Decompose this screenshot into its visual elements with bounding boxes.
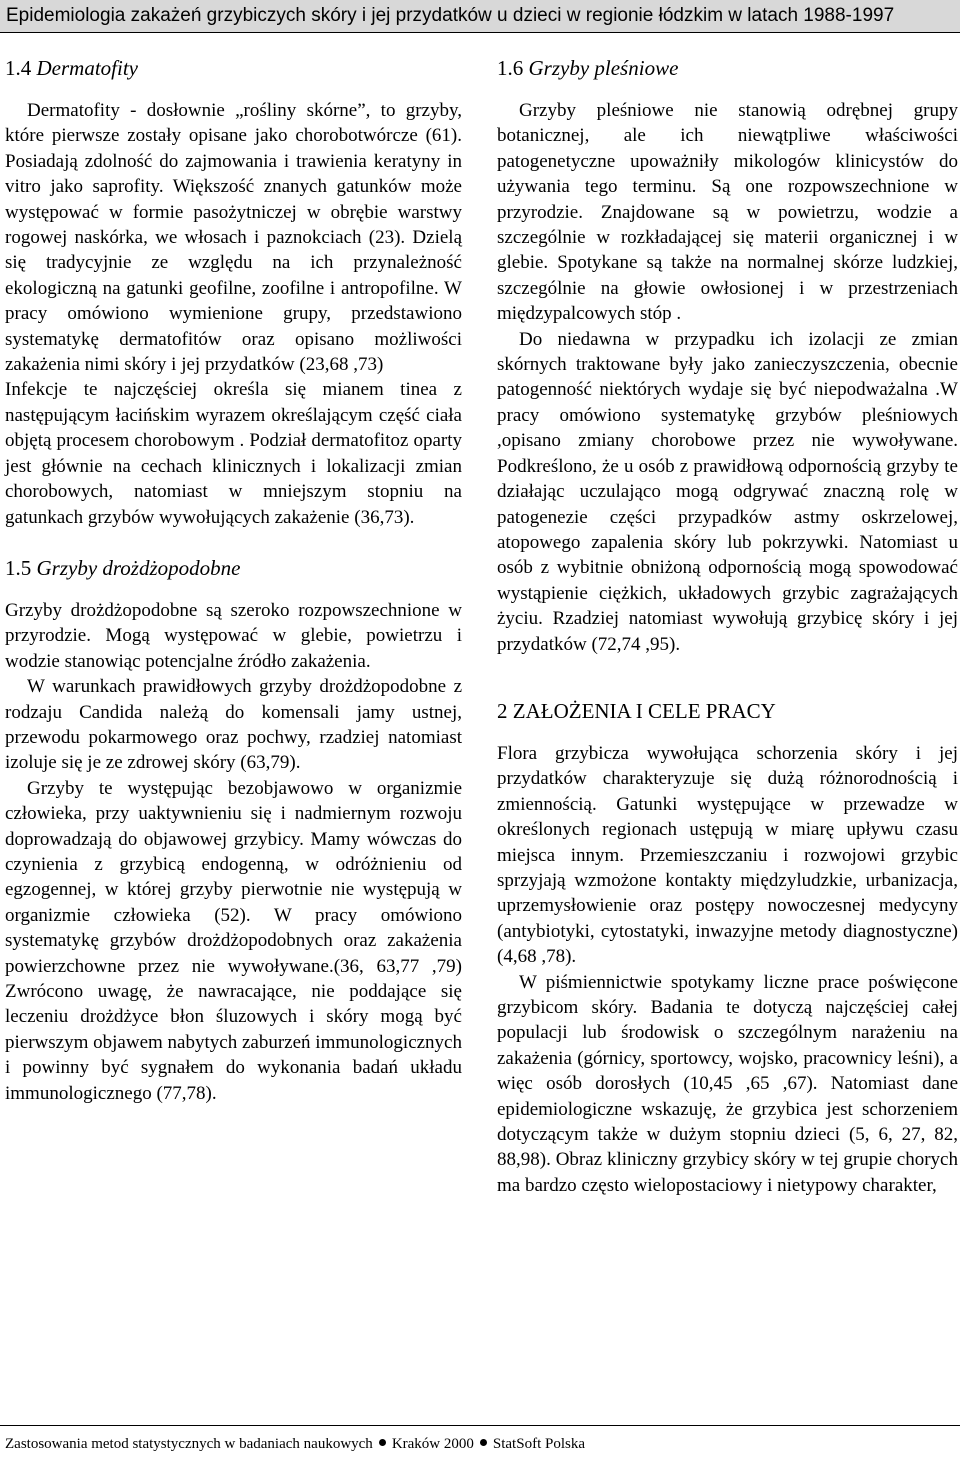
section-title: Dermatofity <box>36 56 138 80</box>
paragraph: Dermatofity - dosłownie „rośliny skórne”, to grzyby, które pierwsze zostały opisane jako chorobotwórcze (61). Posiadają zdolność do zajmowania i trawienia keratyny in vitro jako saprofity. Większość znanych gatunków może występować w formie pasożytniczej w obrębie warstwy rogowej naskórka, we włosach i paznokciach (23). Dzielą się tradycyjnie ze względu na ich przynależność ekologiczną na gatunki geofilne, zoofilne i antropofilne. W pracy omówiono wymienione grupy, przedstawiono systematykę dermatofitów oraz opisano możliwości zakażenia nimi skóry i jej przydatków (23,68 ,73) <box>5 100 462 376</box>
paragraph: W piśmiennictwie spotykamy liczne prace poświęcone grzybicom skóry. Badania te dotyczą najczęściej całej populacji lub środowisk o szczególnym narażeniu na zakażenia (górnicy, sportowcy, wojsko, pracownicy leśni), a więc osób dorosłych (10,45 ,65 ,67). Natomiast dane epidemiologiczne wskazuję, że grzybica jest schorzeniem dotyczącym także w dużym stopniu dzieci (5, 6, 27, 82, 88,98). Obraz kliniczny grzybicy skóry w tej grupie chorych ma bardzo często wielopostaciowy i nietypowy charakter, <box>497 971 958 1196</box>
bullet-icon <box>480 1439 487 1446</box>
footer-text: StatSoft Polska <box>492 1436 585 1452</box>
section-1-5-heading <box>5 554 462 582</box>
section-number: 1.5 <box>5 555 32 580</box>
running-header-title: Epidemiologia zakażeń grzybiczych skóry i jej przydatków u dzieci w regionie łódzkim w latach 1988-1997 <box>6 5 895 26</box>
left-column <box>5 54 462 1106</box>
paragraph: Flora grzybicza wywołująca schorzenia skóry i jej przydatków charakteryzuje się dużą różnorodnością i zmiennością. Gatunki występujące w przewadze w określonych regionach ustępują w miarę upływu czasu miejsca innym. Przemieszczaniu i rozwojowi grzybic sprzyjają wzmożone kontakty międzyludzkie, urbanizacja, uprzemysłowienie oraz postępy nowoczesnej medycyny (antybiotyki, cytostatyki, inwazyjne metody diagnostyczne) (4,68 ,78). <box>497 742 958 968</box>
bullet-icon <box>379 1439 386 1446</box>
section-title: Grzyby drożdżopodobne <box>36 555 241 580</box>
paragraph: W warunkach prawidłowych grzyby drożdżopodobne z rodzaju Candida należą do komensali jamy ustnej, przewodu pokarmowego oraz pochwy, rzadziej natomiast izoluje się je ze zdrowej skóry (63,79). <box>5 676 462 774</box>
footer-divider <box>0 1425 960 1426</box>
paragraph: Grzyby drożdżopodobne są szeroko rozpowszechnione w przyrodzie. Mogą występować w glebie, powietrzu i wodzie stanowiąc potencjalne źródło zakażenia. <box>5 599 462 672</box>
section-number: 2 <box>497 698 508 723</box>
section-1-6-heading <box>497 54 958 82</box>
paragraph: Infekcje te najczęściej określa się mianem tinea z następującym łacińskim wyrazem określającym część ciała objętą procesem chorobowym . Podział dermatofitoz oparty jest głównie na cechach klinicznych i lokalizacji zmian chorobowych, natomiast w mniejszym stopniu na gatunkach grzybów wywołujących zakażenie (36,73). <box>5 379 462 528</box>
right-column <box>497 54 958 1198</box>
section-number: 1.4 <box>5 56 32 80</box>
section-title: ZAŁOŻENIA I CELE PRACY <box>512 698 776 723</box>
paragraph: Do niedawna w przypadku ich izolacji ze zmian skórnych traktowane były jako zanieczyszczenia, obecnie patogenność niektórych wydaje się być niepodważalna .W pracy omówiono systematykę grzybów pleśniowych ,opisano zmiany chorobowe przez nie wywoływane. Podkreślono, że u osób z prawidłową odpornością grzyby te działając uczulająco mogą odgrywać znaczną rolę w patogenezie części przypadków astmy oskrzelowej, atopowego zapalenia skóry lub pokrzywki. Natomiast u osób z wybitnie obniżoną odpornością mogą spowodować wystąpienie ciężkich, układowych grzybic zagrażających życiu. Rzadziej natomiast wywołują grzybicę skóry i jej przydatków (72,74 ,95). <box>497 328 958 655</box>
running-header <box>0 0 960 33</box>
section-2-heading <box>497 697 958 725</box>
paragraph: Grzyby te występując bezobjawowo w organizmie człowieka, przy uaktywnieniu się i nadmiernym rozwoju doprowadzają do objawowej grzybicy. Mamy wówczas do czynienia z grzybicą endogenną, w odróżnieniu od egzogennej, w której grzyby pierwotnie nie występują w organizmie człowieka (52). W pracy omówiono systematykę grzybów drożdżopodobnych oraz zakażenia powierzchowne przez nie wywoływane.(36, 63,77 ,79) Zwrócono uwagę, że nawracające, nie poddające się leczeniu drożdżyce błon śluzowych i skóry mogą być pierwszym objawem nabytych zaburzeń immunologicznych i powinny być sygnałem do wykonania badań układu immunologicznego (77,78). <box>5 777 462 1104</box>
footer-text: Kraków 2000 <box>391 1436 474 1452</box>
footer-text: Zastosowania metod statystycznych w badaniach naukowych <box>5 1436 373 1452</box>
paragraph: Grzyby pleśniowe nie stanowią odrębnej grupy botanicznej, ale ich niewątpliwe właściwości patogenetyczne upoważniły mikologów klinicystów do używania tego terminu. Są one rozpowszechnione w przyrodzie. Znajdowane są w powietrzu, wodzie a szczególnie w rozkładającej się materii organicznej i w glebie. Spotykane są także na normalnej skórze ludzkiej, szczególnie na głowie owłosionej i w przestrzeniach międzypalcowych stóp . <box>497 100 958 325</box>
running-footer <box>5 1434 585 1454</box>
section-number: 1.6 <box>497 56 524 80</box>
section-title: Grzyby pleśniowe <box>528 56 679 80</box>
section-1-4-heading <box>5 54 462 82</box>
